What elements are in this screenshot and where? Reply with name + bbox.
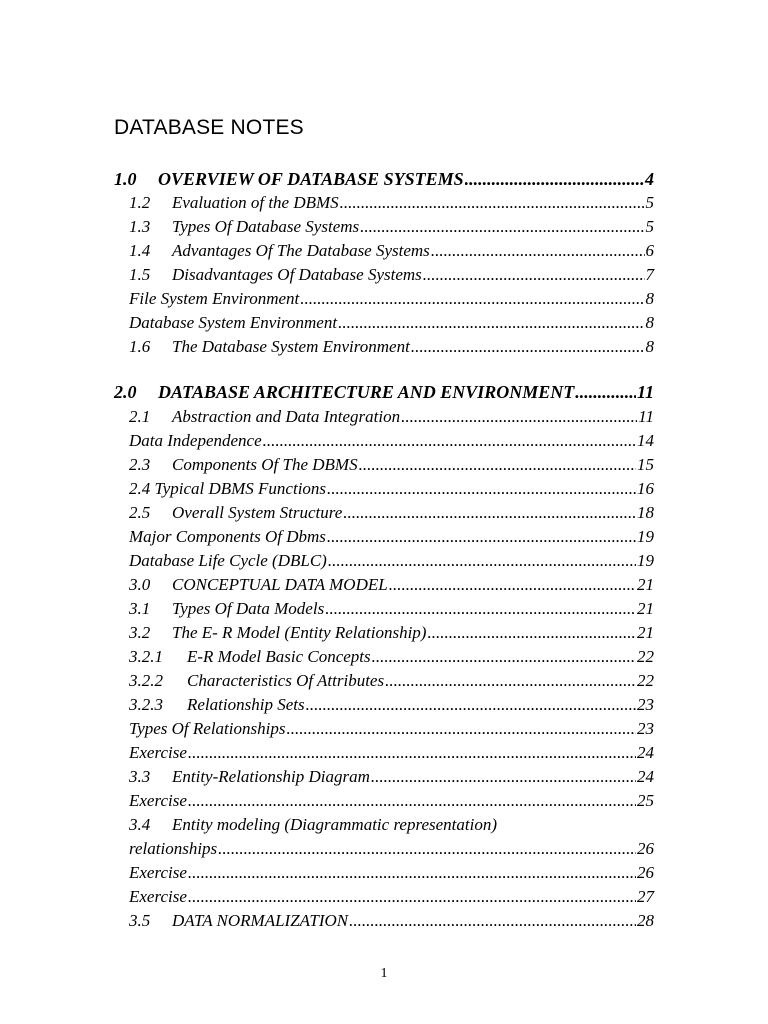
toc-entry-page: 18 xyxy=(637,503,654,522)
toc-entry-title: Exercise xyxy=(129,863,187,882)
toc-entry-title: The E- R Model (Entity Relationship) xyxy=(172,623,427,642)
toc-entry[interactable] xyxy=(129,669,654,693)
toc-entry[interactable] xyxy=(129,645,654,669)
toc-entry-number: 1.2 xyxy=(129,193,151,212)
toc-entry-page: 24 xyxy=(637,767,654,786)
toc-entry-title: Exercise xyxy=(129,791,187,810)
toc-entry-page: 21 xyxy=(637,575,654,594)
toc-entry[interactable] xyxy=(114,380,654,404)
toc-entry[interactable] xyxy=(129,693,654,717)
toc-entry-title: Components Of The DBMS xyxy=(172,455,358,474)
toc-entry[interactable] xyxy=(129,597,654,621)
toc-entry-title: File System Environment xyxy=(129,289,300,308)
toc-entry-title: Database Life Cycle (DBLC) xyxy=(129,551,327,570)
toc-entry-number: 3.3 xyxy=(129,767,151,786)
toc-entry-title: Major Components Of Dbms xyxy=(129,527,326,546)
toc-dot-leader xyxy=(188,789,636,813)
toc-dot-leader xyxy=(423,263,645,287)
toc-dot-leader xyxy=(188,861,636,885)
toc-dot-leader xyxy=(349,909,636,933)
toc-dot-leader xyxy=(340,191,645,215)
toc-entry-page: 22 xyxy=(637,671,654,690)
toc-entry-title: Characteristics Of Attributes xyxy=(187,671,385,690)
toc-dot-leader xyxy=(328,549,636,573)
toc-dot-leader xyxy=(338,311,644,335)
toc-entry[interactable] xyxy=(129,909,654,933)
toc-entry[interactable] xyxy=(129,429,654,453)
toc-entry-title: OVERVIEW OF DATABASE SYSTEMS xyxy=(158,169,464,189)
toc-entry-title: The Database System Environment xyxy=(172,337,410,356)
toc-entry[interactable] xyxy=(129,239,654,263)
toc-entry[interactable] xyxy=(129,885,654,909)
toc-entry-title: Types Of Data Models xyxy=(172,599,325,618)
toc-entry-number: 1.6 xyxy=(129,337,151,356)
toc-dot-leader xyxy=(385,669,636,693)
toc-entry[interactable] xyxy=(129,477,654,501)
toc-entry-number: 3.2.3 xyxy=(129,695,163,714)
toc-entry-title: Advantages Of The Database Systems xyxy=(172,241,430,260)
toc-entry-title: Entity-Relationship Diagram xyxy=(172,767,370,786)
toc-entry[interactable] xyxy=(129,621,654,645)
toc-entry-page: 19 xyxy=(637,527,654,546)
toc-dot-leader xyxy=(427,621,636,645)
toc-entry[interactable] xyxy=(129,311,654,335)
toc-entry-number: 3.0 xyxy=(129,575,151,594)
toc-entry-page: 5 xyxy=(645,193,654,212)
toc-dot-leader xyxy=(327,525,636,549)
toc-entry-number: 3.5 xyxy=(129,911,151,930)
toc-entry-page: 14 xyxy=(637,431,654,450)
toc-entry[interactable] xyxy=(129,215,654,239)
toc-entry-number: 2.5 xyxy=(129,503,151,522)
toc-entry-title: Types Of Relationships xyxy=(129,719,286,738)
toc-entry[interactable] xyxy=(129,813,654,837)
toc-entry[interactable] xyxy=(129,453,654,477)
toc-entry[interactable] xyxy=(129,717,654,741)
toc-dot-leader xyxy=(327,477,636,501)
toc-entry-title: Evaluation of the DBMS xyxy=(172,193,339,212)
toc-entry[interactable] xyxy=(129,405,654,429)
toc-entry-title: Overall System Structure xyxy=(172,503,343,522)
toc-entry-title: Exercise xyxy=(129,887,187,906)
toc-entry-title: Entity modeling (Diagrammatic representation) xyxy=(172,815,497,834)
toc-entry-title: Data Independence xyxy=(129,431,262,450)
toc-entry-page: 23 xyxy=(637,719,654,738)
toc-entry[interactable] xyxy=(129,549,654,573)
toc-entry-number: 2.0 xyxy=(114,382,137,402)
toc-entry-number: 3.4 xyxy=(129,815,151,834)
toc-entry-page: 6 xyxy=(645,241,654,260)
toc-entry-number: 3.2.2 xyxy=(129,671,163,690)
toc-entry-page: 26 xyxy=(637,863,654,882)
toc-entry-title: CONCEPTUAL DATA MODEL xyxy=(172,575,388,594)
toc-dot-leader xyxy=(286,717,636,741)
toc-entry-number: 2.3 xyxy=(129,455,151,474)
toc-entry[interactable] xyxy=(129,837,654,861)
toc-entry-page: 16 xyxy=(637,479,654,498)
toc-entry[interactable] xyxy=(129,287,654,311)
toc-entry[interactable] xyxy=(129,573,654,597)
toc-dot-leader xyxy=(325,597,636,621)
toc-entry[interactable] xyxy=(129,741,654,765)
toc-entry-page: 11 xyxy=(636,382,654,402)
toc-entry-page: 21 xyxy=(637,599,654,618)
toc-dot-leader xyxy=(263,429,636,453)
toc-entry[interactable] xyxy=(114,167,654,191)
toc-entry[interactable] xyxy=(129,861,654,885)
toc-entry[interactable] xyxy=(129,525,654,549)
toc-entry-page: 8 xyxy=(645,313,654,332)
toc-entry-number: 3.2 xyxy=(129,623,151,642)
toc-dot-leader xyxy=(372,645,636,669)
document-title: DATABASE NOTES xyxy=(114,116,304,139)
toc-entry-title: Relationship Sets xyxy=(187,695,305,714)
toc-dot-leader xyxy=(411,335,645,359)
toc-dot-leader xyxy=(431,239,645,263)
toc-dot-leader xyxy=(401,405,637,429)
toc-entry-page: 8 xyxy=(645,289,654,308)
toc-dot-leader xyxy=(188,885,636,909)
toc-entry-page: 15 xyxy=(637,455,654,474)
toc-entry-number: 3.2.1 xyxy=(129,647,163,666)
toc-entry-page: 8 xyxy=(645,337,654,356)
toc-entry-number: 1.3 xyxy=(129,217,151,236)
toc-entry-page: 21 xyxy=(637,623,654,642)
toc-entry[interactable] xyxy=(129,263,654,287)
toc-dot-leader xyxy=(389,573,636,597)
toc-entry[interactable] xyxy=(129,335,654,359)
toc-entry-title: DATABASE ARCHITECTURE AND ENVIRONMENT xyxy=(158,382,575,402)
toc-entry-page: 19 xyxy=(637,551,654,570)
toc-entry-number: 1.4 xyxy=(129,241,151,260)
toc-entry-title: Exercise xyxy=(129,743,187,762)
toc-entry-title: Types Of Database Systems xyxy=(172,217,360,236)
toc-entry-page: 4 xyxy=(645,169,654,189)
toc-dot-leader xyxy=(575,380,636,404)
toc-entry-title: Database System Environment xyxy=(129,313,338,332)
toc-entry-page: 24 xyxy=(637,743,654,762)
toc-dot-leader xyxy=(360,215,644,239)
toc-entry-number: 1.5 xyxy=(129,265,151,284)
toc-entry-page: 23 xyxy=(637,695,654,714)
toc-dot-leader xyxy=(218,837,636,861)
toc-entry-title: Disadvantages Of Database Systems xyxy=(172,265,422,284)
toc-dot-leader xyxy=(306,693,636,717)
toc-entry-page: 27 xyxy=(637,887,654,906)
toc-dot-leader xyxy=(343,501,636,525)
toc-entry-page: 22 xyxy=(637,647,654,666)
toc-entry-page: 28 xyxy=(637,911,654,930)
page-number: 1 xyxy=(380,966,388,981)
toc-dot-leader xyxy=(465,167,644,191)
toc-entry-number: 3.1 xyxy=(129,599,151,618)
toc-entry-title: E-R Model Basic Concepts xyxy=(187,647,371,666)
toc-entry-title: relationships xyxy=(129,839,218,858)
toc-entry-title: DATA NORMALIZATION xyxy=(172,911,349,930)
toc-entry-page: 25 xyxy=(637,791,654,810)
toc-dot-leader xyxy=(359,453,636,477)
toc-dot-leader xyxy=(371,765,636,789)
toc-dot-leader xyxy=(188,741,636,765)
toc-entry[interactable] xyxy=(129,789,654,813)
toc-entry-page: 26 xyxy=(637,839,654,858)
toc-entry[interactable] xyxy=(129,191,654,215)
toc-entry-title: Abstraction and Data Integration xyxy=(172,407,401,426)
toc-dot-leader xyxy=(300,287,644,311)
toc-entry-page: 5 xyxy=(645,217,654,236)
toc-entry[interactable] xyxy=(129,765,654,789)
toc-entry-number: 2.1 xyxy=(129,407,151,426)
toc-entry-page: 11 xyxy=(638,407,654,426)
toc-entry-title: 2.4 Typical DBMS Functions xyxy=(129,479,327,498)
toc-entry-page: 7 xyxy=(645,265,654,284)
toc-entry[interactable] xyxy=(129,501,654,525)
toc-entry-number: 1.0 xyxy=(114,169,137,189)
